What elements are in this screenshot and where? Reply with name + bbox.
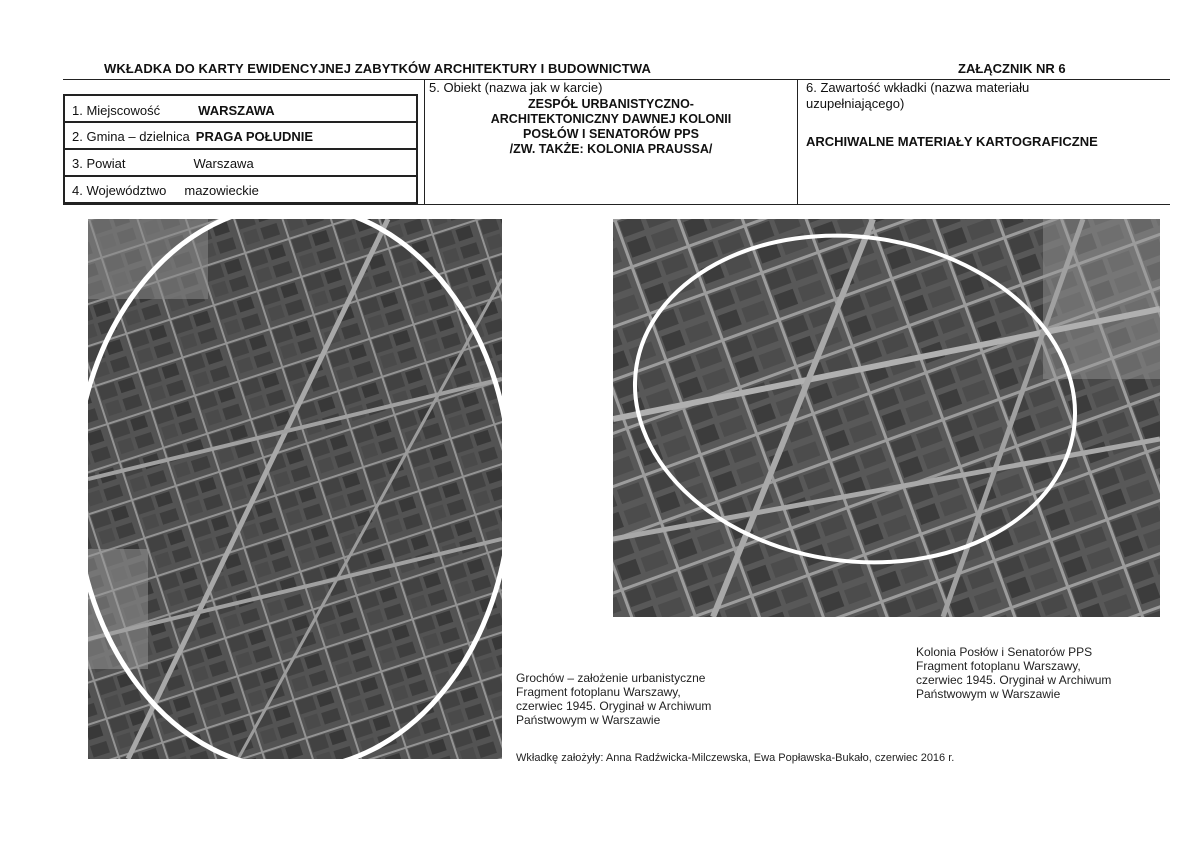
object-name-line: POSŁÓW I SENATORÓW PPS (523, 127, 699, 141)
caption-kolonia (916, 645, 1111, 701)
aerial-photo-grochow (88, 219, 502, 759)
caption-line: Państwowym w Warszawie (516, 713, 661, 727)
field-value: Warszawa (193, 156, 254, 171)
field-value: PRAGA POŁUDNIE (195, 129, 314, 144)
column-separator (797, 80, 798, 204)
object-label: 5. Obiekt (nazwa jak w karcie) (429, 80, 603, 95)
caption-line: Fragment fotoplanu Warszawy, (516, 685, 681, 699)
caption-line: Kolonia Posłów i Senatorów PPS (916, 645, 1093, 659)
document-title: WKŁADKA DO KARTY EWIDENCYJNEJ ZABYTKÓW ARCHITEKTURY I BUDOWNICTWA (104, 61, 651, 76)
object-name (426, 97, 796, 157)
attachment-number: ZAŁĄCZNIK NR 6 (958, 61, 1066, 76)
object-name-line: ARCHITEKTONICZNY DAWNEJ KOLONII (490, 112, 732, 126)
content-value: ARCHIWALNE MATERIAŁY KARTOGRAFICZNE (806, 134, 1098, 149)
caption-line: Państwowym w Warszawie (916, 687, 1061, 701)
field-label: 3. Powiat (72, 156, 126, 171)
field-locality (72, 103, 275, 118)
field-value: mazowieckie (184, 183, 259, 198)
caption-line: czerwiec 1945. Oryginał w Archiwum (916, 673, 1112, 687)
divider (63, 175, 418, 177)
divider (63, 148, 418, 150)
content-label-line: 6. Zawartość wkładki (nazwa materiału (806, 80, 1030, 95)
content-label-line: uzupełniającego) (806, 96, 905, 111)
object-name-line: ZESPÓŁ URBANISTYCZNO- (528, 97, 694, 111)
caption-grochow (516, 671, 711, 727)
caption-line: Fragment fotoplanu Warszawy, (916, 659, 1081, 673)
field-value: WARSZAWA (198, 103, 275, 118)
object-name-line: /ZW. TAKŻE: KOLONIA PRAUSSA/ (509, 142, 713, 156)
field-label: 1. Miejscowość (72, 103, 161, 118)
column-separator (424, 80, 425, 204)
field-county (72, 156, 254, 171)
aerial-photo-kolonia (613, 219, 1160, 617)
caption-line: Grochów – założenie urbanistyczne (516, 671, 706, 685)
header-bottom-rule (63, 204, 1170, 205)
aerial-photo-grochow-image (88, 219, 502, 759)
field-voivodeship (72, 183, 259, 198)
authors-note: Wkładkę założyły: Anna Radźwicka-Milczewska, Ewa Popławska-Bukało, czerwiec 2016 r. (516, 752, 955, 764)
caption-line: czerwiec 1945. Oryginał w Archiwum (516, 699, 712, 713)
aerial-photo-kolonia-image (613, 219, 1160, 617)
field-label: 2. Gmina – dzielnica (72, 129, 190, 144)
field-label: 4. Województwo (72, 183, 167, 198)
field-district (72, 129, 313, 144)
content-label (806, 80, 1029, 112)
divider (63, 121, 418, 123)
